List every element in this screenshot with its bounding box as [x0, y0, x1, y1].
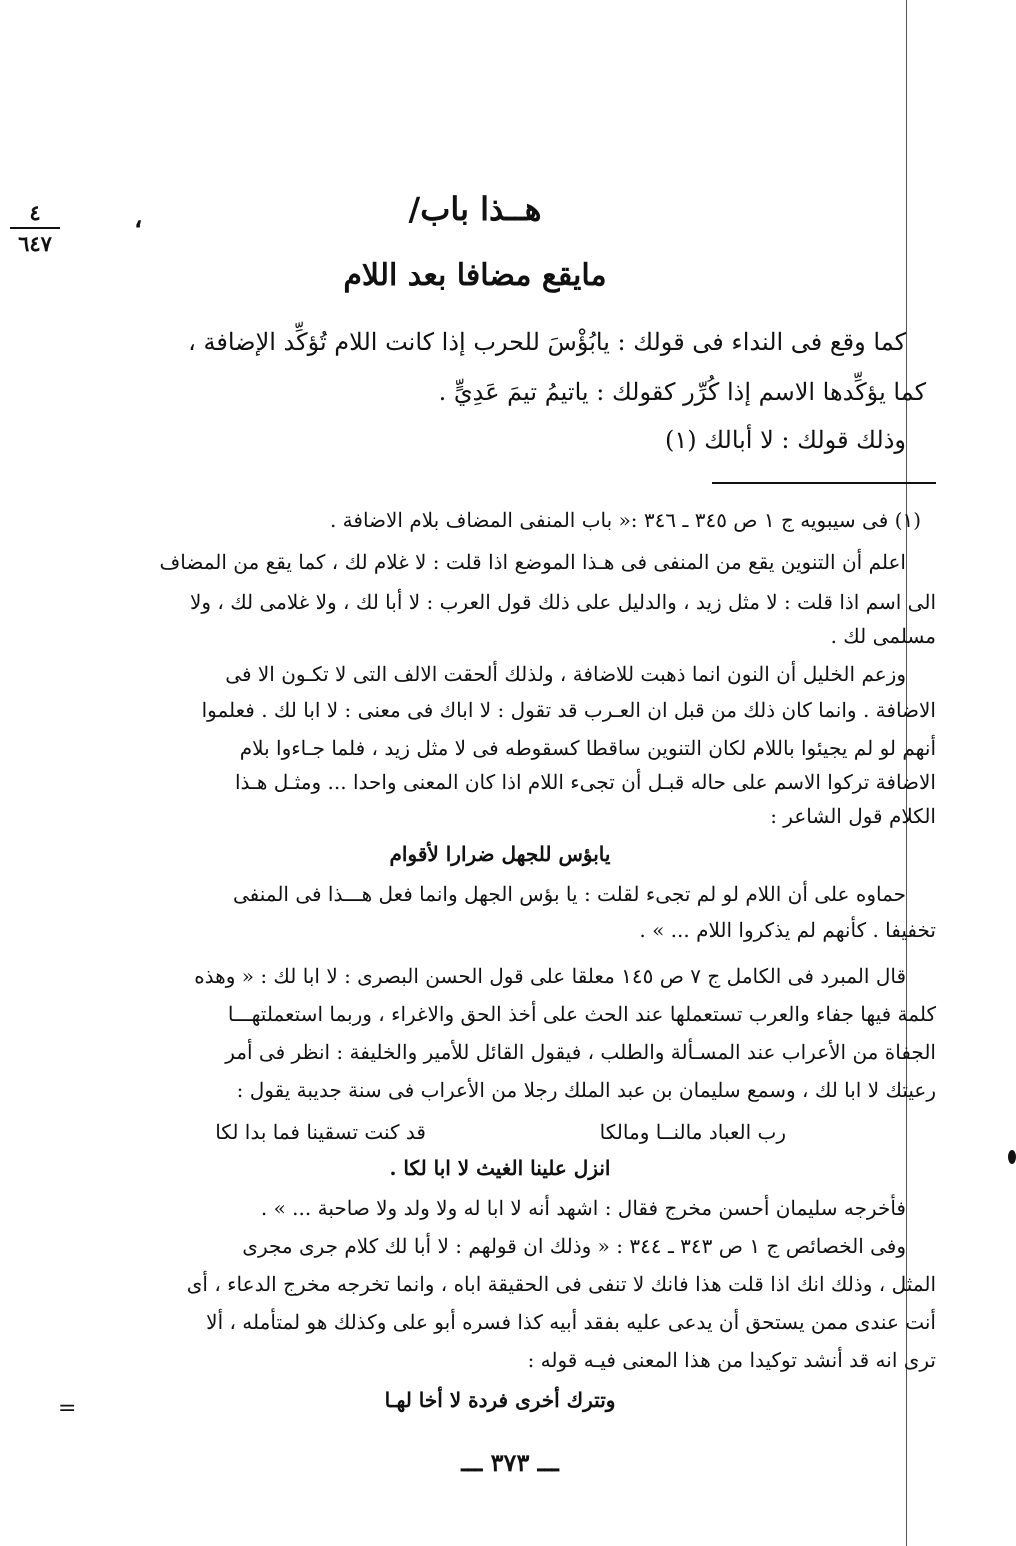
verse-line: وتترك أخرى فردة لا أخا لهـا [384, 1388, 616, 1412]
footnote-line: قال المبرد فى الكامل ج ٧ ص ١٤٥ معلقا على قول الحسن البصرى : لا ابا لك : « وهذه [194, 964, 906, 988]
footnote-line: (١) فى سيبويه ج ١ ص ٣٤٥ ـ ٣٤٦ :« باب المنفى المضاف بلام الاضافة . [329, 508, 921, 532]
edge-mark [1008, 1150, 1016, 1164]
body-line-2: كما يؤكِّدها الاسم إذا كُرِّر كقولك : ياتيمُ تيمَ عَدِيٍّ . [438, 378, 926, 406]
chapter-title: هــذا باب/ [408, 190, 542, 228]
footnote-separator [712, 482, 936, 484]
footnote-line: المثل ، وذلك انك اذا قلت هذا فانك لا تنفى فى الحقيقة اباه ، وانما تخرجه مخرج الدعاء ، أى [186, 1272, 936, 1296]
footnote-line: أنهم لو لم يجيئوا باللام لكان التنوين ساقطا كسقوطه فى لا مثل زيد ، فلما جـاءوا بلام [239, 736, 936, 760]
body-line-1: كما وقع فى النداء فى قولك : يابُؤْسَ للحرب إذا كانت اللام تُؤكِّد الإضافة ، [188, 328, 906, 356]
footnote-line: وفى الخصائص ج ١ ص ٣٤٣ ـ ٣٤٤ : « وذلك ان قولهم : لا أبا لك كلام جرى مجرى [242, 1234, 906, 1258]
footnote-line: الاضافة . وانما كان ذلك من قبل ان العـرب قد تقول : لا اباك فى معنى : لا ابا لك . فعلموا [201, 698, 936, 722]
footnote-line: أنت عندى ممن يستحق أن يدعى عليه بفقد أبيه كذا فسره أبو على وكذلك هو لمتأمله ، ألا [206, 1310, 936, 1334]
body-line-3: وذلك قولك : لا أبالك (١) [665, 426, 906, 454]
footnote-line: الجفاة من الأعراب عند المسـألة والطلب ، فيقول القائل للأمير والخليفة : انظر فى أمر [225, 1040, 936, 1064]
chapter-subtitle: مايقع مضافا بعد اللام [343, 258, 607, 293]
footnote-line: ترى انه قد أنشد توكيدا من هذا المعنى فيـه قوله : [527, 1348, 936, 1372]
footnote-line: تخفيفا . كأنهم لم يذكروا اللام ... » . [639, 918, 936, 942]
footnote-line: كلمة فيها جفاء والعرب تستعملها عند الحث على أخذ الحق والاغراء ، وربما استعملتهـــا [227, 1002, 936, 1026]
footnote-line: اعلم أن التنوين يقع من المنفى فى هـذا الموضع اذا قلت : لا غلام لك ، كما يقع من المضاف [159, 550, 906, 574]
margin-top-number: ٤ [10, 200, 60, 229]
page-number: ـــ ٣٧٣ ـــ [461, 1448, 559, 1477]
verse-hemistich-left: قد كنت تسقينا فما بدا لكا [215, 1120, 426, 1144]
footnote-line: وزعم الخليل أن النون انما ذهبت للاضافة ، ولذلك ألحقت الالف التى لا تكـون الا فى [225, 662, 906, 686]
footnote-line: رعيتك لا ابا لك ، وسمع سليمان بن عبد الملك رجلا من الأعراب فى سنة جديبة يقول : [236, 1078, 936, 1102]
footnote-line: فأخرجه سليمان أحسن مخرج فقال : اشهد أنه لا ابا له ولا ولد ولا صاحبة ... » . [260, 1196, 906, 1220]
footnote-line: مسلمى لك . [830, 624, 936, 648]
footnote-line: الكلام قول الشاعر : [770, 804, 936, 828]
footnote-line: حماوه على أن اللام لو لم تجىء لقلت : يا بؤس الجهل وانما فعل هـــذا فى المنفى [232, 882, 906, 906]
verse-hemistich-right: رب العباد مالنــا ومالكا [599, 1120, 786, 1144]
footnote-line: الاضافة تركوا الاسم على حاله قبـل أن تجىء اللام اذا كان المعنى واحدا ... ومثـل هـذا [234, 770, 936, 794]
margin-mark: ، [134, 204, 143, 234]
margin-equals-mark: = [58, 1396, 77, 1421]
verse-line: انزل علينا الغيث لا ابا لكا . [389, 1156, 611, 1180]
margin-bottom-number: ٦٤٧ [18, 231, 52, 256]
margin-page-reference [10, 200, 60, 256]
footnote-line: الى اسم اذا قلت : لا مثل زيد ، والدليل على ذلك قول العرب : لا أبا لك ، ولا غلامى لك ، ولا [189, 590, 936, 614]
verse-line: يابؤس للجهل ضرارا لأقوام [389, 842, 611, 866]
